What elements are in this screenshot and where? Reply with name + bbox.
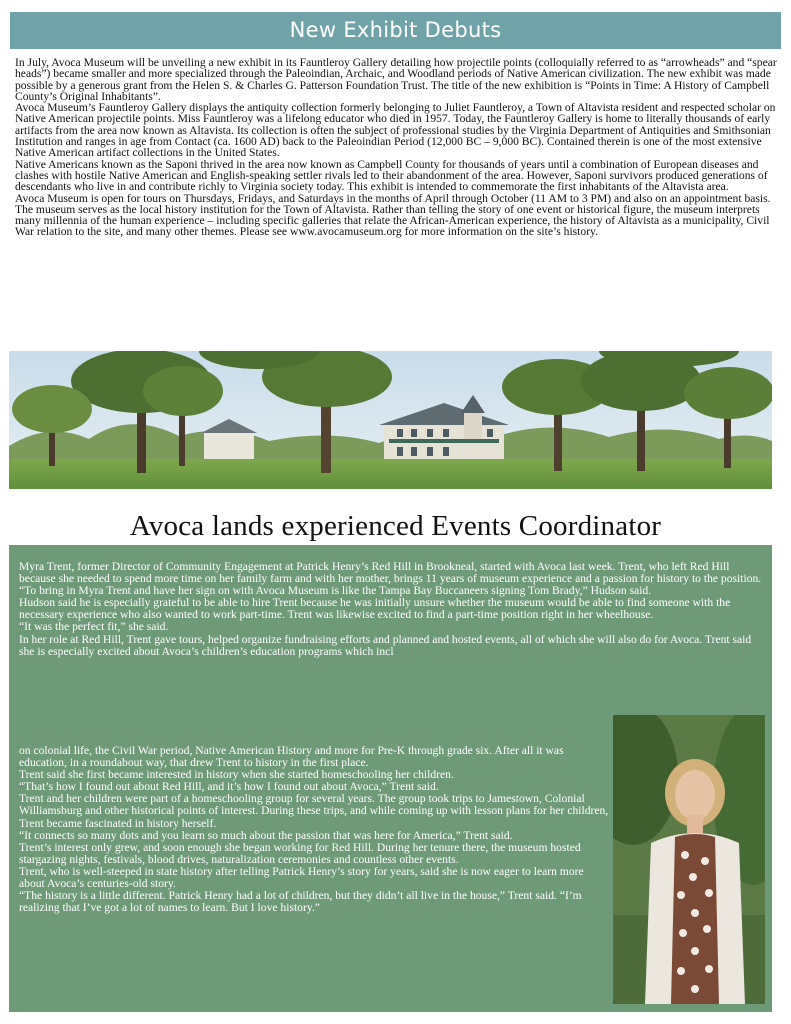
article-paragraph: In July, Avoca Museum will be unveiling a new exhibit in its Fauntleroy Gallery detailing how projectile points (colloquially referred to as “arrowheads” and “spear heads”) became smaller and more specialized through the Paleoindian, Archaic, and Woodland periods of Native American civilization. The new exhibit was made possible by a generous grant from the Helen S. & Charles G. Patterson Foundation Trust. The title of the new exhibition is “Points in Time: A History of Campbell County’s Original Inhabitants”. (15, 56, 777, 103)
article-paragraph: Avoca Museum is open for tours on Thursdays, Fridays, and Saturdays in the months of April through October (11 AM to 3 PM) and also on an appointment basis. The museum serves as the local history institution for the Town of Altavista. Rather than telling the story of one event or historical figure, the museum interprets many millennia of the human experience – including specific galleries that relate the African-American experience, the history of Altavista as a municipality, Civil War relation to the site, and many other themes. Please see www.avocamuseum.org for more information on the site’s history. (15, 191, 771, 239)
article-paragraph: Hudson said he is especially grateful to be able to hire Trent because he was initially unsure whether the museum would be able to find someone with the necessary experience who also wanted to work part-time. Trent was likewise excited to find a part-time position right in her wheelhouse. (19, 596, 731, 622)
article-paragraph: on colonial life, the Civil War period, Native American History and more for Pre-K through grade six. After all it was education, in a roundabout way, that drew Trent to history in the first place. (19, 744, 564, 770)
article-paragraph: Trent and her children were part of a homeschooling group for several years. The group took trips to Jamestown, Colonial Williamsburg and other historical points of interest. During these trips, and while coming up with lesson plans for her children, Trent became fascinated in history herself. (19, 792, 609, 830)
portrait-photo (613, 715, 765, 1004)
article-paragraph: In her role at Red Hill, Trent gave tours, helped organize fundraising efforts and planned and hosted events, all of which she will also do for Avoca. Trent said she is especially excited about Avoca’s children’s education programs which incl (19, 632, 752, 658)
banner-title: New Exhibit Debuts (289, 18, 502, 42)
article-paragraph: Trent, who is well-steeped in state history after telling Patrick Henry’s story for years, said she is now eager to learn more about Avoca’s centuries-old story. (19, 864, 584, 891)
article-paragraph: “It was the perfect fit,” she said. (19, 620, 169, 634)
article-paragraph: “That’s how I found out about Red Hill, and it’s how I found out about Avoca,” Trent said. (19, 780, 439, 794)
article-paragraph: “It connects so many dots and you learn so much about the passion that was here for America,” Trent said. (19, 828, 513, 842)
estate-panorama-photo (9, 351, 772, 489)
exhibit-article (15, 57, 777, 238)
article-body-bottom (19, 745, 609, 914)
article-paragraph: Avoca Museum’s Fauntleroy Gallery displays the antiquity collection formerly belonging to Juliet Fauntleroy, a Town of Altavista resident and respected scholar on Native American projectile points. Miss Fauntleroy was a lifelong educator who died in 1957. Today, the Fauntleroy Gallery is home to literally thousands of early artifacts from the area now known as Altavista. Its collection is often the subject of professional studies by the Virginia Department of Antiquities and Smithsonian Institution and ranges in age from Contact (ca. 1600 AD) back to the Paleoindian Period (12,000 BC – 9,000 BC). Contained therein is one of the most extensive Native American artifact collections in the United States. (15, 101, 776, 160)
article-body-top (19, 561, 767, 658)
article-paragraph: Trent said she first became interested in history when she started homeschooling her children. (19, 768, 454, 782)
article-paragraph: Myra Trent, former Director of Community Engagement at Patrick Henry’s Red Hill in Brookneal, started with Avoca last week. Trent, who left Red Hill because she needed to spend more time on her family farm and with her mother, brings 11 years of museum experience and a passion for history to the position. (19, 560, 762, 586)
section-banner (10, 12, 781, 49)
article-paragraph: Native Americans known as the Saponi thrived in the area now known as Campbell County for thousands of years until a combination of European diseases and clashes with hostile Native American and English-speaking settler rivals led to their abandonment of the area. However, Saponi survivors produced generations of descendants who live in and contribute richly to Virginia society today. This exhibit is intended to commemorate the first inhabitants of the Altavista area. (15, 157, 768, 194)
article-headline: Avoca lands experienced Events Coordinator (129, 510, 662, 542)
article-paragraph: Trent’s interest only grew, and soon enough she began working for Red Hill. During her tenure there, the museum hosted stargazing nights, festivals, blood drives, naturalization ceremonies and countless other events. (19, 840, 581, 866)
article-paragraph: “The history is a little different. Patrick Henry had a lot of children, but they didn’t all live in the house,” Trent said. “I’m realizing that I’ve got a lot of names to learn. But I love history.” (19, 889, 582, 915)
article-paragraph: “To bring in Myra Trent and have her sign on with Avoca Museum is like the Tampa Bay Buccaneers signing Tom Brady,” Hudson said. (19, 584, 652, 598)
